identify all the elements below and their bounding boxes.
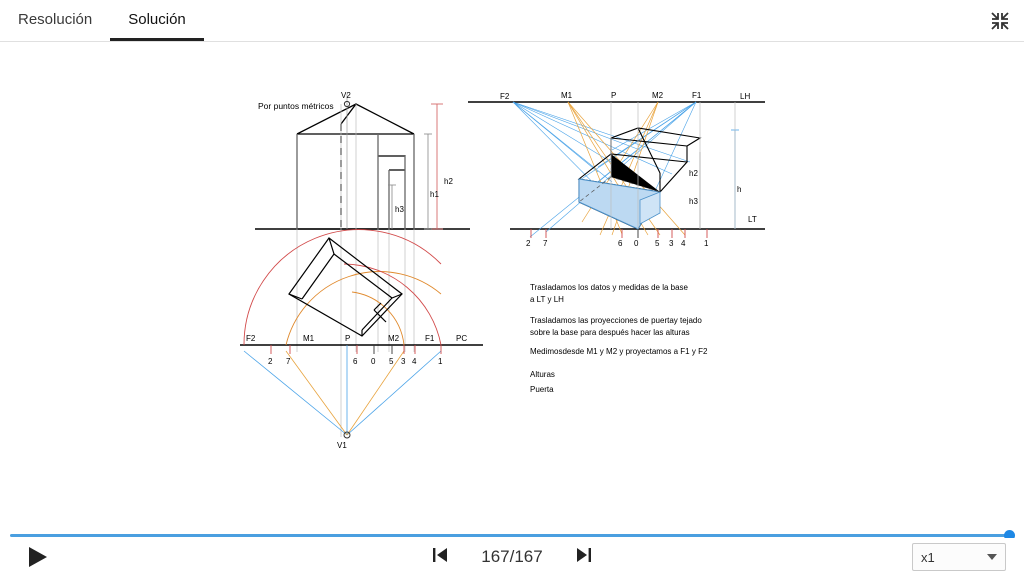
play-icon[interactable] <box>24 544 50 570</box>
tab-resolucion-label: Resolución <box>18 10 93 28</box>
fullscreen-exit-icon[interactable] <box>988 9 1012 33</box>
label-p-plan: P <box>345 334 351 343</box>
note-line-4: Medimosdesde M1 y M2 y proyectamos a F1 y F2 <box>530 347 708 356</box>
tab-bar <box>0 0 1024 42</box>
label-f2-persp: F2 <box>500 92 510 101</box>
label-v2: V2 <box>341 91 351 100</box>
label-f1-plan: F1 <box>425 334 435 343</box>
svg-text:3: 3 <box>669 239 674 248</box>
drawing-canvas <box>0 42 1024 534</box>
note-line-6: Puerta <box>530 385 554 394</box>
label-p-persp: P <box>611 91 617 100</box>
label-h3-persp: h3 <box>689 197 698 206</box>
svg-text:6: 6 <box>618 239 623 248</box>
svg-text:4: 4 <box>412 357 417 366</box>
progress-track[interactable] <box>10 534 1014 537</box>
svg-text:5: 5 <box>389 357 394 366</box>
note-line-1: a LT y LH <box>530 295 564 304</box>
label-v1: V1 <box>337 441 347 450</box>
svg-text:0: 0 <box>371 357 376 366</box>
label-pc-plan: PC <box>456 334 468 343</box>
label-m1-persp: M1 <box>561 91 573 100</box>
transport-controls <box>0 538 1024 576</box>
chevron-down-icon <box>987 554 997 560</box>
svg-text:5: 5 <box>655 239 660 248</box>
label-m1-plan: M1 <box>303 334 315 343</box>
note-line-5: Alturas <box>530 370 555 379</box>
tab-solucion[interactable] <box>110 0 204 41</box>
svg-text:1: 1 <box>704 239 709 248</box>
svg-text:7: 7 <box>543 239 548 248</box>
label-lh: LH <box>740 92 751 101</box>
control-bar <box>0 538 1024 576</box>
playback-speed-select[interactable] <box>912 543 1006 571</box>
label-f1-persp: F1 <box>692 91 702 100</box>
note-line-0: Trasladamos los datos y medidas de la base <box>530 283 689 292</box>
note-line-3: sobre la base para después hacer las alturas <box>530 328 690 337</box>
tab-solucion-label: Solución <box>128 10 186 28</box>
svg-text:2: 2 <box>526 239 531 248</box>
label-h-persp: h <box>737 185 742 194</box>
svg-text:1: 1 <box>438 357 443 366</box>
technical-drawing <box>0 42 1024 534</box>
label-m2-persp: M2 <box>652 91 664 100</box>
svg-text:0: 0 <box>634 239 639 248</box>
label-lt: LT <box>748 215 757 224</box>
svg-text:3: 3 <box>401 357 406 366</box>
skip-previous-icon[interactable] <box>430 545 450 570</box>
label-f2-plan: F2 <box>246 334 256 343</box>
label-h2-persp: h2 <box>689 169 698 178</box>
note-line-2: Trasladamos las proyecciones de puertay tejado <box>530 316 702 325</box>
label-h1: h1 <box>430 190 439 199</box>
frame-counter: 167/167 <box>481 547 543 566</box>
playback-speed-value: x1 <box>921 549 935 565</box>
svg-text:2: 2 <box>268 357 273 366</box>
svg-text:7: 7 <box>286 357 291 366</box>
tab-resolucion[interactable] <box>0 0 110 41</box>
svg-text:4: 4 <box>681 239 686 248</box>
skip-next-icon[interactable] <box>574 545 594 570</box>
label-por-puntos-metricos: Por puntos métricos <box>258 101 334 111</box>
label-h3: h3 <box>395 205 404 214</box>
label-h2: h2 <box>444 177 453 186</box>
label-m2-plan: M2 <box>388 334 400 343</box>
svg-text:6: 6 <box>353 357 358 366</box>
